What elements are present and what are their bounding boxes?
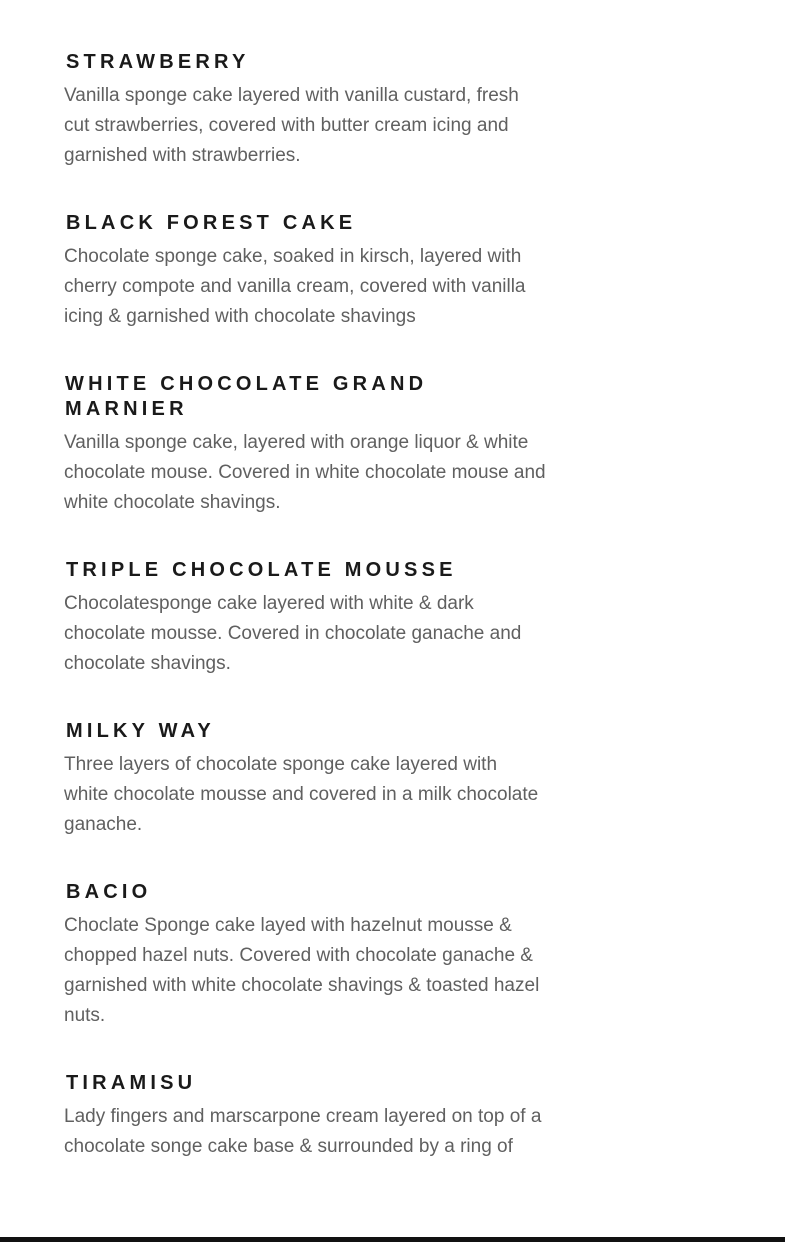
item-title: TIRAMISU — [66, 1072, 197, 1094]
bottom-divider — [0, 1237, 785, 1242]
item-description: Vanilla sponge cake layered with vanilla custard, fresh cut strawberries, covered with butter cream icing and garnished with strawberries. — [64, 85, 519, 166]
menu-item-bacio — [64, 880, 546, 1031]
item-title: BLACK FOREST CAKE — [66, 212, 357, 234]
menu-item-white-chocolate-grand-marnier — [64, 372, 546, 518]
item-title: MILKY WAY — [66, 720, 215, 742]
item-title: WHITE CHOCOLATE GRAND MARNIER — [65, 373, 428, 420]
item-description: Lady fingers and marscarpone cream layered on top of a chocolate songe cake base & surrounded by a ring of — [64, 1106, 542, 1157]
menu-item-strawberry — [64, 50, 546, 171]
item-description: Three layers of chocolate sponge cake layered with white chocolate mousse and covered in a milk chocolate ganache. — [64, 754, 539, 835]
item-description: Choclate Sponge cake layed with hazelnut mousse & chopped hazel nuts. Covered with chocolate ganache & garnished with white chocolate shavings & toasted hazel nuts. — [64, 915, 540, 1026]
item-description: Vanilla sponge cake, layered with orange liquor & white chocolate mouse. Covered in white chocolate mouse and white chocolate shavings. — [64, 432, 546, 513]
menu-item-tiramisu — [64, 1071, 546, 1162]
item-title: BACIO — [66, 881, 152, 903]
item-title: STRAWBERRY — [66, 51, 250, 73]
item-description: Chocolate sponge cake, soaked in kirsch, layered with cherry compote and vanilla cream, covered with vanilla icing & garnished with chocolate shavings — [64, 246, 526, 327]
menu-item-black-forest-cake — [64, 211, 546, 332]
item-title: TRIPLE CHOCOLATE MOUSSE — [66, 559, 457, 581]
cake-menu-list — [64, 50, 546, 1202]
item-description: Chocolatesponge cake layered with white & dark chocolate mousse. Covered in chocolate ganache and chocolate shavings. — [64, 593, 522, 674]
menu-item-milky-way — [64, 719, 546, 840]
menu-item-triple-chocolate-mousse — [64, 558, 546, 679]
